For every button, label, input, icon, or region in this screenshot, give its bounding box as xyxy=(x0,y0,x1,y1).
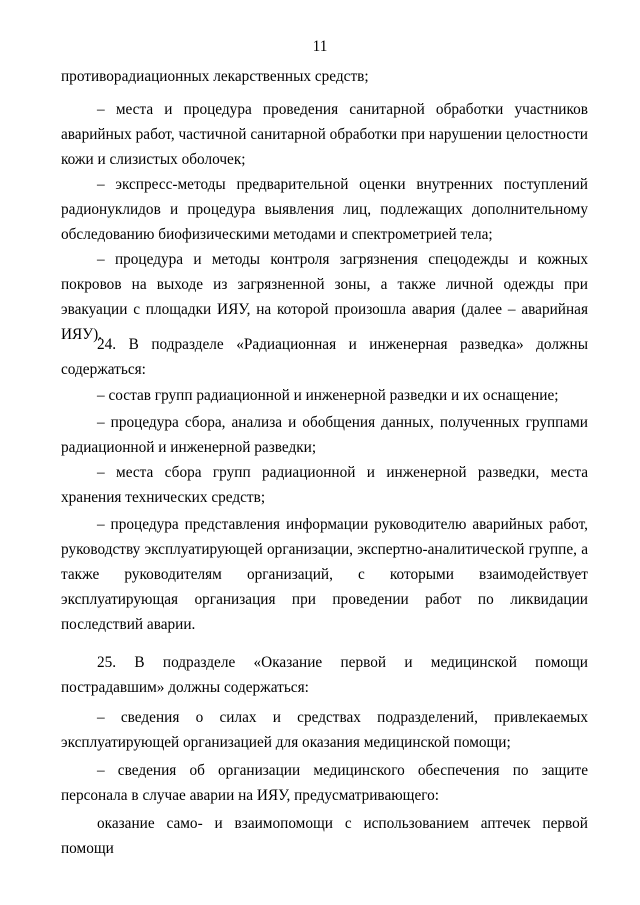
section-25-heading: 25. В подразделе «Оказание первой и медицинской помощи пострадавшим» должны содержаться: xyxy=(61,654,588,696)
paragraph-express-methods: – экспресс-методы предварительной оценки внутренних поступлений радионуклидов и процедура выявления лиц, подлежащих дополнительному обследованию биофизическими методами и спектрометрией тела; xyxy=(61,176,588,243)
paragraph-medical-support: – сведения об организации медицинского обеспечения по защите персонала в случае аварии на ИЯУ, предусматривающего: xyxy=(61,762,588,804)
section-24-heading: 24. В подразделе «Радиационная и инженерная разведка» должны содержаться: xyxy=(61,336,588,378)
paragraph-contamination-control: – процедура и методы контроля загрязнения спецодежды и кожных покровов на выходе из загрязненной зоны, а также личной одежды при эвакуации с площадки ИЯУ, на которой произошла авария (далее – аварийная ИЯУ). xyxy=(61,251,588,343)
paragraph-first-aid: оказание само- и взаимопомощи с использованием аптечек первой помощи xyxy=(61,815,588,857)
paragraph-sanitary-treatment: – места и процедура проведения санитарной обработки участников аварийных работ, частичной санитарной обработки при нарушении целостности кожи и слизистых оболочек; xyxy=(61,101,588,168)
paragraph-continuation: противорадиационных лекарственных средств; xyxy=(61,68,369,85)
paragraph-recon-groups: – состав групп радиационной и инженерной разведки и их оснащение; xyxy=(97,387,559,404)
paragraph-data-collection: – процедура сбора, анализа и обобщения данных, полученных группами радиационной и инженерной разведки; xyxy=(61,414,588,456)
paragraph-medical-forces: – сведения о силах и средствах подразделений, привлекаемых эксплуатирующей организацией для оказания медицинской помощи; xyxy=(61,709,588,751)
paragraph-information-reporting: – процедура представления информации руководителю аварийных работ, руководству эксплуатирующей организации, экспертно-аналитической группе, а также руководителям организаций, с которыми взаимодействует эксплуатирующая организация при проведении работ по ликвидации последствий аварии. xyxy=(61,516,588,633)
paragraph-assembly-points: – места сбора групп радиационной и инженерной разведки, места хранения технических средств; xyxy=(61,464,588,506)
page-number: 11 xyxy=(312,38,328,55)
